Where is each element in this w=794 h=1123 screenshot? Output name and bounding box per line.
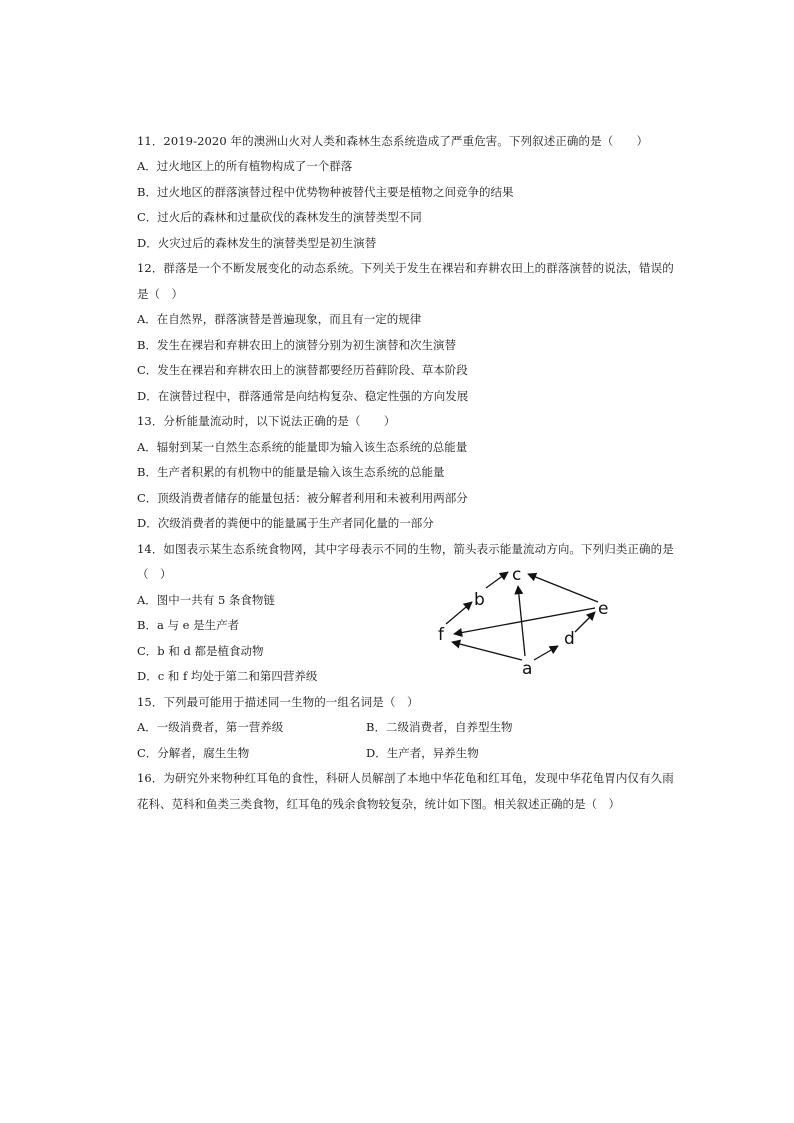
node-d: d — [564, 629, 575, 649]
edge-f-b — [446, 602, 472, 624]
food-web-diagram — [430, 560, 620, 680]
q12-stem-line2: 是（ ） — [137, 287, 183, 301]
q12-option-d: D．在演替过程中，群落通常是向结构复杂、稳定性强的方向发展 — [137, 389, 469, 403]
q11-option-d: D．火灾过后的森林发生的演替类型是初生演替 — [137, 236, 377, 250]
node-b: b — [474, 590, 485, 610]
q11-stem: 11．2019-2020 年的澳洲山火对人类和森林生态系统造成了严重危害。下列叙述正确的是（ ） — [137, 134, 649, 148]
edge-a-f — [452, 642, 522, 660]
q14-option-d: D．c 和 f 均处于第二和第四营养级 — [137, 669, 318, 683]
q15-option-c: C．分解者，腐生生物 — [137, 746, 250, 760]
edge-d-e — [575, 612, 595, 632]
q15-option-d: D．生产者，异养生物 — [366, 746, 479, 760]
node-c: c — [512, 565, 522, 585]
node-f: f — [438, 625, 444, 645]
edge-a-d — [534, 646, 558, 660]
q13-option-a: A．辐射到某一自然生态系统的能量即为输入该生态系统的总能量 — [137, 440, 468, 454]
node-e: e — [598, 599, 609, 619]
q15-stem: 15．下列最可能用于描述同一生物的一组名词是（ ） — [137, 695, 419, 709]
edge-e-c — [528, 574, 598, 602]
q12-option-b: B．发生在裸岩和弃耕农田上的演替分别为初生演替和次生演替 — [137, 338, 456, 352]
q15-option-a: A．一级消费者，第一营养级 — [137, 720, 284, 734]
q14-option-b: B．a 与 e 是生产者 — [137, 618, 240, 632]
q13-option-c: C．顶级消费者储存的能量包括：被分解者利用和未被利用两部分 — [137, 491, 468, 505]
q15-option-b: B．二级消费者，自养型生物 — [366, 720, 513, 734]
q13-stem: 13．分析能量流动时，以下说法正确的是（ ） — [137, 414, 396, 428]
q12-option-c: C．发生在裸岩和弃耕农田上的演替都要经历苔藓阶段、草本阶段 — [137, 363, 468, 377]
q11-option-b: B．过火地区的群落演替过程中优势物种被替代主要是植物之间竞争的结果 — [137, 185, 514, 199]
q12-option-a: A．在自然界，群落演替是普遍现象，而且有一定的规律 — [137, 312, 422, 326]
q13-option-d: D．次级消费者的粪便中的能量属于生产者同化量的一部分 — [137, 516, 434, 530]
q16-stem-line2: 花科、苋科和鱼类三类食物，红耳龟的残余食物较复杂，统计如下图。相关叙述正确的是（ ） — [137, 797, 620, 811]
edge-b-c — [486, 572, 508, 588]
q14-stem-line1: 14．如图表示某生态系统食物网，其中字母表示不同的生物，箭头表示能量流动方向。下列归类正确的是 — [137, 542, 674, 556]
q13-option-b: B．生产者积累的有机物中的能量是输入该生态系统的总能量 — [137, 465, 445, 479]
q14-option-c: C．b 和 d 都是植食动物 — [137, 644, 264, 658]
q11-option-a: A．过火地区上的所有植物构成了一个群落 — [137, 159, 353, 173]
q12-stem-line1: 12．群落是一个不断发展变化的动态系统。下列关于发生在裸岩和弃耕农田上的群落演替的说法，错误的 — [137, 261, 674, 275]
q11-option-c: C．过火后的森林和过量砍伐的森林发生的演替类型不同 — [137, 210, 422, 224]
node-a: a — [522, 659, 533, 679]
q14-stem-line2: （ ） — [137, 567, 172, 581]
q16-stem-line1: 16．为研究外来物种红耳龟的食性，科研人员解剖了本地中华花龟和红耳龟，发现中华花龟胃内仅有久雨 — [137, 771, 674, 785]
q14-option-a: A．图中一共有 5 条食物链 — [137, 593, 275, 607]
